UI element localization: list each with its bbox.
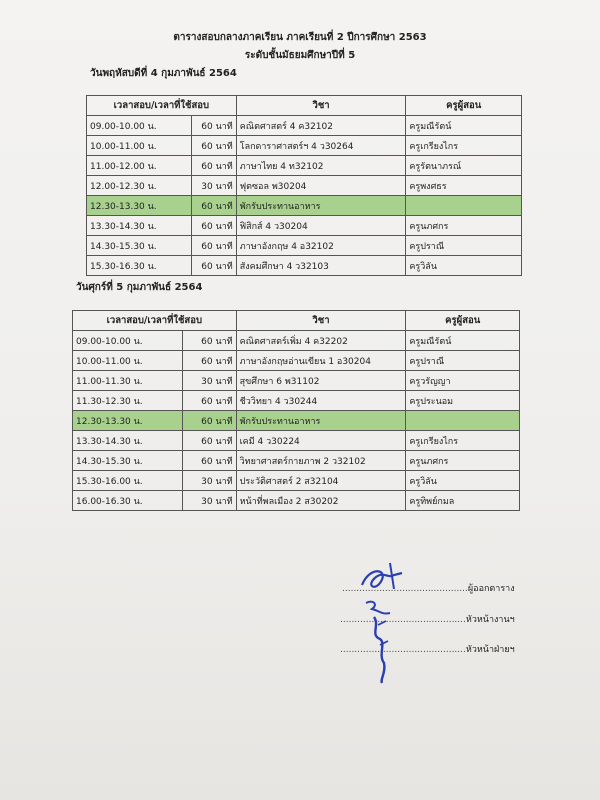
header-time: เวลาสอบ/เวลาที่ใช้สอบ — [73, 311, 237, 331]
cell-time: 11.00-12.00 น. — [87, 156, 192, 176]
cell-duration: 60 นาที — [191, 216, 236, 236]
cell-subject: โลกดาราศาสตร์ฯ 4 ว30264 — [236, 136, 406, 156]
cell-time: 14.30-15.30 น. — [87, 236, 192, 256]
cell-teacher: ครูเกรียงไกร — [406, 136, 522, 156]
cell-subject: สังคมศึกษา 4 ว32103 — [236, 256, 406, 276]
cell-teacher: ครูวิลัน — [406, 256, 522, 276]
cell-duration: 60 นาที — [191, 136, 236, 156]
cell-teacher: ครูเกรียงไกร — [406, 431, 520, 451]
cell-teacher: ครูพงศธร — [406, 176, 522, 196]
cell-duration: 60 นาที — [182, 351, 236, 371]
signature-label-head-work: หัวหน้างานฯ — [465, 615, 515, 625]
cell-duration: 30 นาที — [182, 371, 236, 391]
schedule-table-day-1 — [86, 95, 522, 276]
table-header-row — [73, 311, 520, 331]
cell-duration: 60 นาที — [191, 196, 236, 216]
cell-time: 10.00-11.00 น. — [73, 351, 183, 371]
cell-time: 10.00-11.00 น. — [87, 136, 192, 156]
cell-time: 12.30-13.30 น. — [73, 411, 183, 431]
cell-duration: 60 นาที — [182, 411, 236, 431]
cell-duration: 60 นาที — [182, 331, 236, 351]
table-row — [87, 236, 522, 256]
table-header-row — [87, 96, 522, 116]
signature-line-head-dept — [340, 642, 515, 656]
document-title: ตารางสอบกลางภาคเรียน ภาคเรียนที่ 2 ปีการศึกษา 2563 — [173, 32, 427, 43]
cell-teacher: ครูวรัญญา — [406, 371, 520, 391]
cell-duration: 30 นาที — [182, 471, 236, 491]
cell-teacher: ครูประนอม — [406, 391, 520, 411]
cell-subject: สุขศึกษา 6 พ31102 — [236, 371, 406, 391]
cell-teacher — [406, 196, 522, 216]
cell-time: 15.30-16.30 น. — [87, 256, 192, 276]
cell-subject: ฟุตซอล พ30204 — [236, 176, 406, 196]
signature-line-head-work — [340, 612, 515, 626]
table-row — [73, 431, 520, 451]
cell-teacher: ครูปราณี — [406, 351, 520, 371]
table-row — [73, 451, 520, 471]
cell-teacher: ครูมณีรัตน์ — [406, 116, 522, 136]
cell-time: 12.00-12.30 น. — [87, 176, 192, 196]
lunch-break-row — [73, 411, 520, 431]
cell-subject: ประวัติศาสตร์ 2 ส32104 — [236, 471, 406, 491]
cell-duration: 60 นาที — [182, 451, 236, 471]
cell-time: 14.30-15.30 น. — [73, 451, 183, 471]
cell-duration: 60 นาที — [191, 156, 236, 176]
table-row — [73, 391, 520, 411]
table-row — [87, 116, 522, 136]
cell-teacher: ครูนภศกร — [406, 451, 520, 471]
cell-teacher: ครูมณีรัตน์ — [406, 331, 520, 351]
cell-subject: ภาษาอังกฤษอ่านเขียน 1 อ30204 — [236, 351, 406, 371]
signature-label-head-dept: หัวหน้าฝ่ายฯ — [465, 645, 515, 655]
header-teacher: ครูผู้สอน — [406, 96, 522, 116]
header-teacher: ครูผู้สอน — [406, 311, 520, 331]
cell-subject: คณิตศาสตร์ 4 ค32102 — [236, 116, 406, 136]
cell-duration: 30 นาที — [191, 176, 236, 196]
table-row — [73, 351, 520, 371]
cell-time: 09.00-10.00 น. — [73, 331, 183, 351]
signature-dots: ............................................ — [342, 584, 468, 594]
cell-subject: หน้าที่พลเมือง 2 ส30202 — [236, 491, 406, 511]
cell-time: 15.30-16.00 น. — [73, 471, 183, 491]
cell-time: 16.00-16.30 น. — [73, 491, 183, 511]
signature-label-creator: ผู้ออกตาราง — [467, 584, 515, 594]
cell-duration: 30 นาที — [182, 491, 236, 511]
table-row — [73, 471, 520, 491]
table-row — [73, 331, 520, 351]
cell-time: 13.30-14.30 น. — [87, 216, 192, 236]
cell-subject: พักรับประทานอาหาร — [236, 196, 406, 216]
cell-teacher — [406, 411, 520, 431]
cell-subject: พักรับประทานอาหาร — [236, 411, 406, 431]
header-time: เวลาสอบ/เวลาที่ใช้สอบ — [87, 96, 237, 116]
lunch-break-row — [87, 196, 522, 216]
cell-subject: คณิตศาสตร์เพิ่ม 4 ค32202 — [236, 331, 406, 351]
signature-line-creator — [342, 581, 515, 595]
cell-teacher: ครูปราณี — [406, 236, 522, 256]
cell-duration: 60 นาที — [182, 431, 236, 451]
cell-time: 11.00-11.30 น. — [73, 371, 183, 391]
cell-subject: ชีววิทยา 4 ว30244 — [236, 391, 406, 411]
table-row — [87, 216, 522, 236]
table-row — [87, 156, 522, 176]
header-subject: วิชา — [236, 96, 406, 116]
cell-teacher: ครูนภศกร — [406, 216, 522, 236]
signature-dots: ............................................ — [340, 615, 466, 625]
table-row — [73, 491, 520, 511]
header-subject: วิชา — [236, 311, 406, 331]
table-row — [73, 371, 520, 391]
cell-duration: 60 นาที — [182, 391, 236, 411]
cell-duration: 60 นาที — [191, 236, 236, 256]
cell-subject: ภาษาไทย 4 ท32102 — [236, 156, 406, 176]
cell-subject: ภาษาอังกฤษ 4 อ32102 — [236, 236, 406, 256]
cell-teacher: ครูวิลัน — [406, 471, 520, 491]
table-row — [87, 136, 522, 156]
cell-subject: ฟิสิกส์ 4 ว30204 — [236, 216, 406, 236]
table-row — [87, 176, 522, 196]
cell-time: 12.30-13.30 น. — [87, 196, 192, 216]
cell-teacher: ครูรัตนาภรณ์ — [406, 156, 522, 176]
document-subtitle: ระดับชั้นมัธยมศึกษาปีที่ 5 — [244, 50, 356, 61]
cell-time: 11.30-12.30 น. — [73, 391, 183, 411]
signature-dots: ............................................ — [340, 645, 466, 655]
table-row — [87, 256, 522, 276]
cell-duration: 60 นาที — [191, 116, 236, 136]
day-2-label: วันศุกร์ที่ 5 กุมภาพันธ์ 2564 — [76, 282, 203, 293]
cell-time: 13.30-14.30 น. — [73, 431, 183, 451]
schedule-table-day-2 — [72, 310, 520, 511]
cell-subject: เคมี 4 ว30224 — [236, 431, 406, 451]
cell-teacher: ครูทิพย์กมล — [406, 491, 520, 511]
day-1-label: วันพฤหัสบดีที่ 4 กุมภาพันธ์ 2564 — [90, 68, 237, 79]
cell-time: 09.00-10.00 น. — [87, 116, 192, 136]
cell-duration: 60 นาที — [191, 256, 236, 276]
cell-subject: วิทยาศาสตร์กายภาพ 2 ว32102 — [236, 451, 406, 471]
